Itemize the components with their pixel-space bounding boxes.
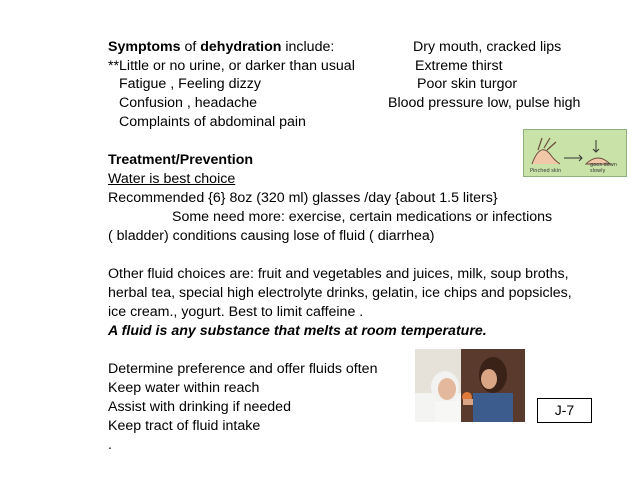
- recommended-line: Recommended {6} 8oz (320 ml) glasses /day {about 1.5 liters}: [108, 190, 498, 206]
- action-2: Keep water within reach: [108, 380, 260, 396]
- fluids-line-1: Other fluid choices are: fruit and vegetables and juices, milk, soup broths,: [108, 266, 569, 282]
- skin-caption-left: Pinched skin: [530, 168, 562, 174]
- action-5: .: [108, 437, 112, 453]
- treatment-heading: Treatment/Prevention: [108, 152, 254, 168]
- symptom-right-1: Dry mouth, cracked lips: [413, 39, 562, 55]
- need-more-line: Some need more: exercise, certain medications or infections: [172, 209, 553, 225]
- symptom-right-2: Extreme thirst: [415, 58, 503, 74]
- symptoms-heading: Symptoms of dehydration include:: [108, 39, 335, 55]
- fluids-line-2: herbal tea, special high electrolyte drinks, gelatin, ice chips and popsicles,: [108, 285, 572, 301]
- symptom-left-3: Confusion , headache: [119, 95, 258, 111]
- page-label: J-7: [537, 398, 592, 423]
- symptom-right-4: Blood pressure low, pulse high: [388, 95, 581, 111]
- action-3: Assist with drinking if needed: [108, 399, 291, 415]
- skin-turgor-illustration: [523, 129, 627, 177]
- symptom-right-3: Poor skin turgor: [417, 76, 518, 92]
- fluids-line-3: ice cream., yogurt. Best to limit caffeine .: [108, 304, 364, 320]
- water-best-choice: Water is best choice: [108, 171, 236, 187]
- fluid-definition: A fluid is any substance that melts at room temperature.: [108, 323, 487, 339]
- symptom-left-4: Complaints of abdominal pain: [119, 114, 306, 130]
- caregiver-photo: [415, 349, 525, 422]
- symptom-left-2: Fatigue , Feeling dizzy: [119, 76, 261, 92]
- bladder-line: ( bladder) conditions causing lose of fluid ( diarrhea): [108, 228, 435, 244]
- caregiver-photo-drawing: [415, 349, 525, 422]
- skin-caption-right: goes down slowly: [590, 162, 617, 174]
- action-1: Determine preference and offer fluids often: [108, 361, 378, 377]
- action-4: Keep tract of fluid intake: [108, 418, 261, 434]
- symptom-left-1: **Little or no urine, or darker than usual: [108, 58, 355, 74]
